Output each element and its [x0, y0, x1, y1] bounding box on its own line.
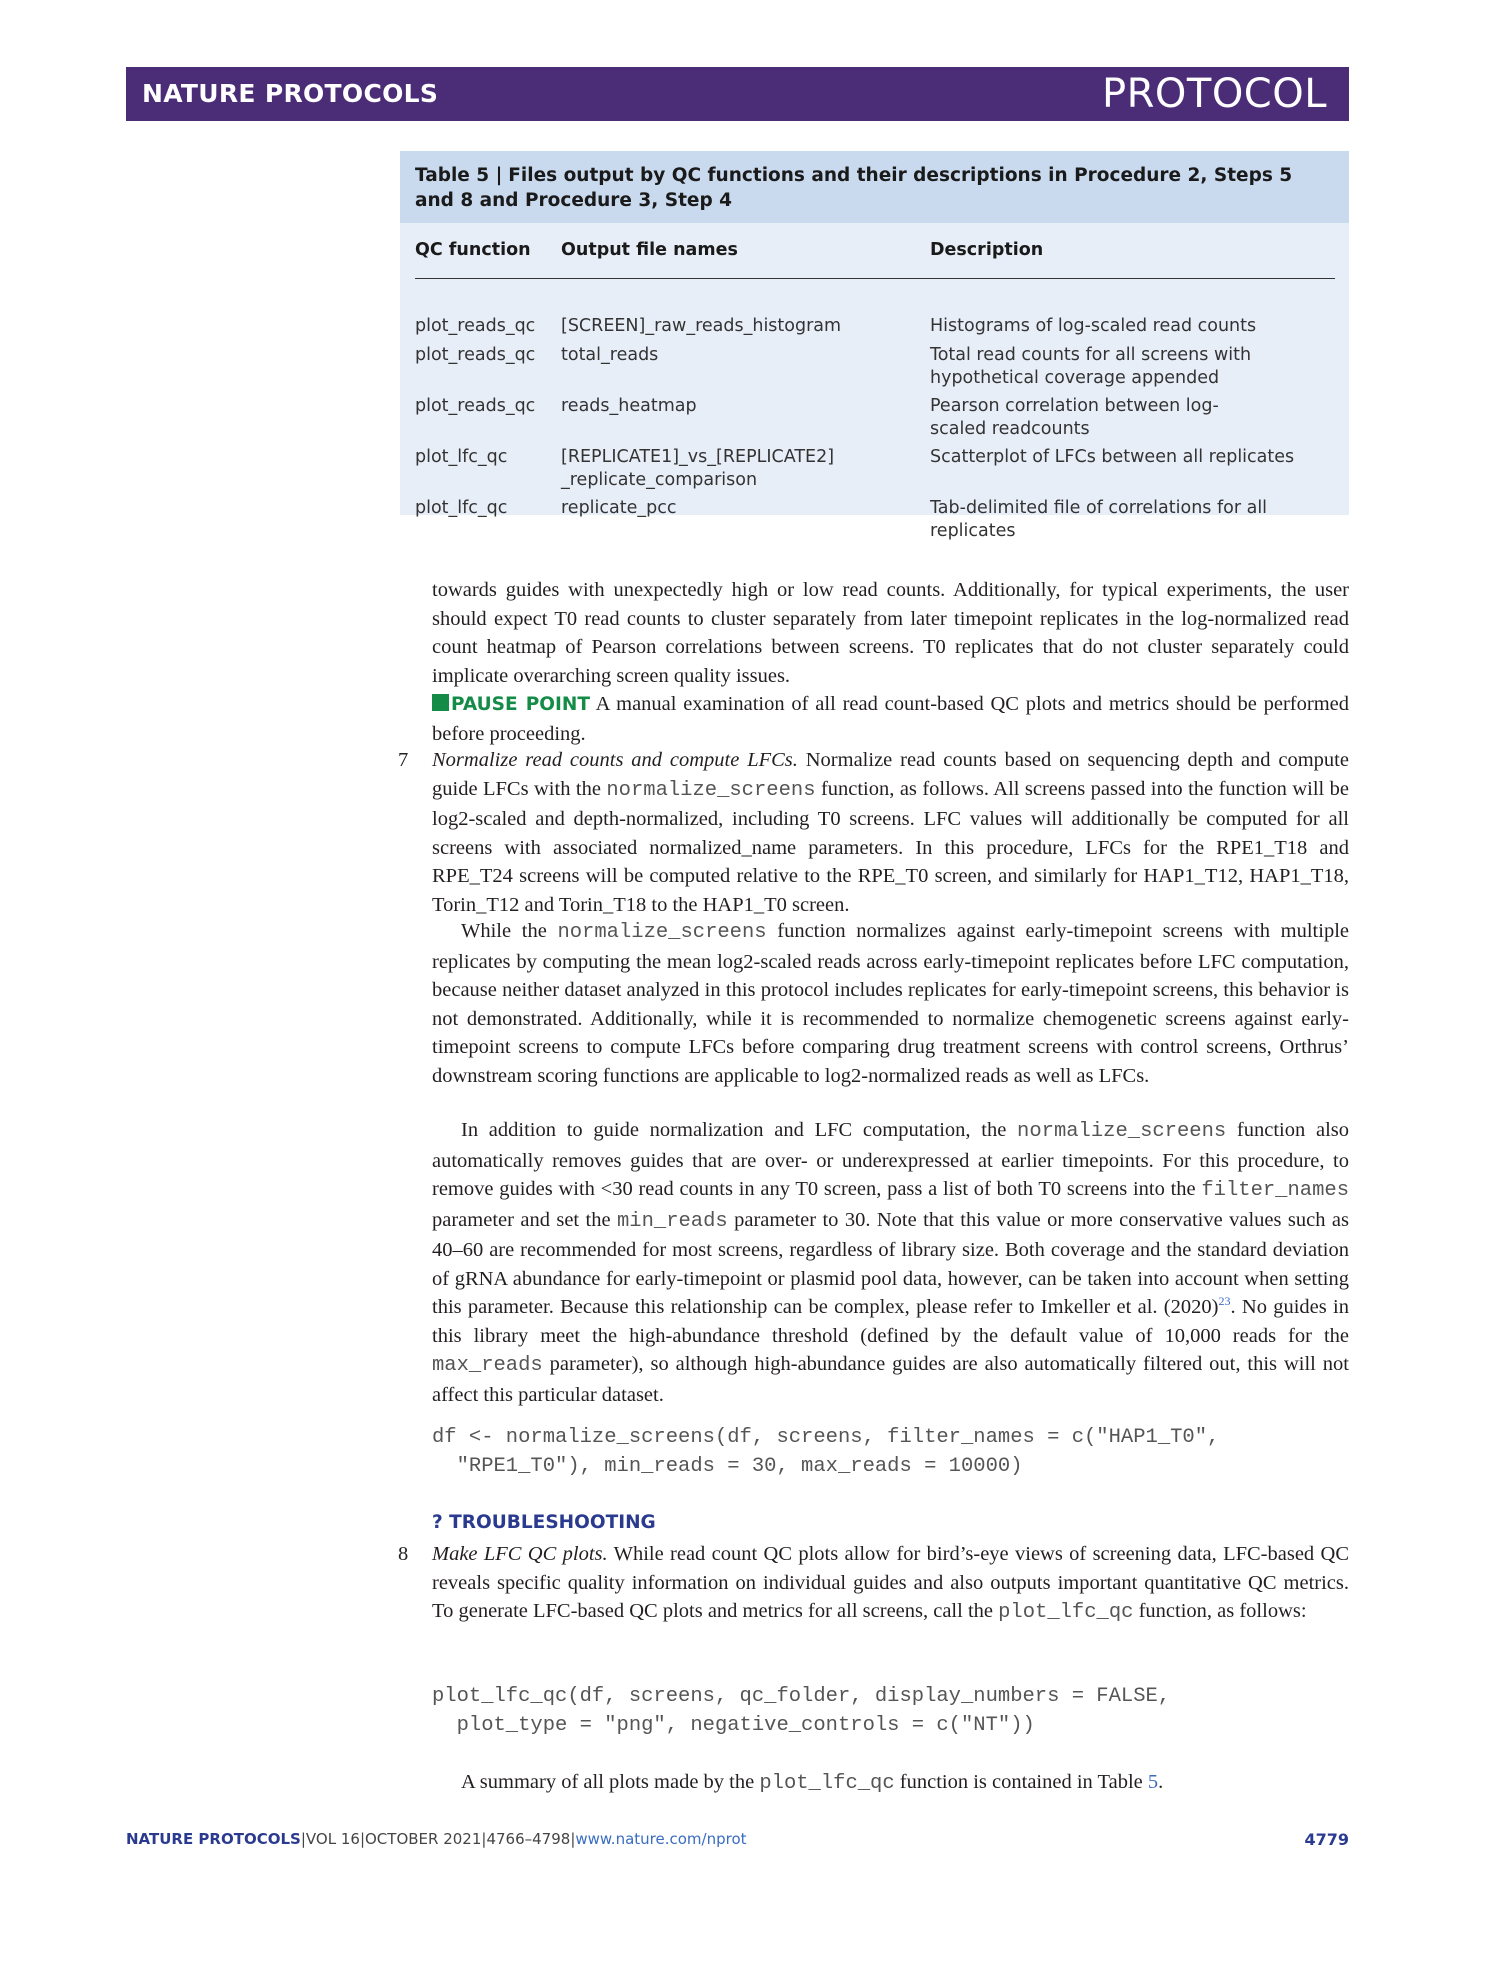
cell-output-file: replicate_pcc — [561, 498, 677, 518]
cell-output-file: reads_heatmap — [561, 396, 697, 416]
footer-separator: | — [359, 1830, 365, 1848]
step-7-text-continued: function, as follows. All screens passed into the function will be log2-scaled and depth-normalized, including T0 screens. LFC values will additionally be computed for all screens with associated normalized_name parameters. In this procedure, LFCs for the RPE1_T18 and RPE_T24 screens will be computed relative to the RPE_T0 screen, and similarly for HAP1_T12, HAP1_T18, Torin_T12 and Torin_T18 to the HAP1_T0 screen. — [432, 777, 1349, 916]
page-footer — [126, 1830, 1349, 1848]
paragraph-text: A summary of all plots made by the — [461, 1771, 760, 1793]
cell-description: Tab-delimited file of correlations for all replicates — [930, 498, 1268, 541]
code-line: "RPE1_T0"), min_reads = 30, max_reads = 10000) — [432, 1454, 1023, 1478]
step-7 — [432, 746, 1349, 919]
paragraph-text: While the — [461, 920, 558, 942]
cell-qc-function: plot_reads_qc — [415, 316, 536, 336]
reference-23[interactable]: 23 — [1218, 1294, 1231, 1309]
paragraph-text-continued: function normalizes against early-timepoint screens with multiple replicates by computing the mean log2-scaled reads across early-timepoint replicates before LFC computation, because neither dataset analyzed in this protocol includes replicates for early-timepoint screens, this behavior is not demonstrated. Additionally, while it is recommended to normalize chemogenetic screens against early-timepoint screens to compute LFCs before comparing drug treatment screens with control screens, Orthrus’ downstream scoring functions are applicable to log2-normalized reads as well as LFCs. — [432, 920, 1349, 1087]
code-normalize-screens: normalize_screens — [606, 778, 816, 802]
paragraph-text: towards guides with unexpectedly high or low read counts. Additionally, for typical experiments, the user should expect T0 read counts to cluster separately from later timepoint replicates in the log-normalized read count heatmap of Pearson correlations between screens. T0 replicates that do not cluster separately could implicate overarching screen quality issues. — [432, 579, 1349, 687]
paragraph-text-d: parameter to 30. Note that this value or more conservative values such as 40–60 are recommended for most screens, regardless of library size. Both coverage and the standard deviation of gRNA abundance for early-timepoint or plasmid pool data, however, can be taken into account when setting this parameter. Because this relationship can be complex, please refer to Imkeller et al. (2020) — [432, 1208, 1349, 1318]
step-number-7: 7 — [398, 749, 409, 771]
paragraph-text: In addition to guide normalization and LFC computation, the — [461, 1119, 1018, 1141]
code-plot-lfc-qc: plot_lfc_qc — [998, 1601, 1134, 1624]
page-number: 4779 — [1304, 1830, 1349, 1849]
code-line: plot_type = "png", negative_controls = c("NT")) — [432, 1713, 1035, 1737]
paragraph-text-c: . — [1158, 1771, 1164, 1793]
step-7-text: Normalize read counts based on sequencing depth and compute guide LFCs with the — [432, 749, 1349, 800]
step-8-text-continued: function, as follows: — [1133, 1600, 1307, 1622]
cell-description: Scatterplot of LFCs between all replicates — [930, 447, 1295, 467]
paragraph-continuation — [432, 576, 1349, 748]
table-label: Table 5 | — [415, 165, 503, 186]
column-header-qc-function: QC function — [415, 240, 531, 260]
paragraph-normalization — [432, 917, 1349, 1090]
paragraph-text-c: parameter and set the — [432, 1208, 617, 1231]
troubleshooting-link[interactable]: ? TROUBLESHOOTING — [432, 1512, 656, 1533]
table-caption — [400, 151, 1349, 223]
code-normalize-screens: normalize_screens — [557, 921, 767, 944]
code-line: plot_lfc_qc(df, screens, qc_folder, display_numbers = FALSE, — [432, 1685, 1171, 1708]
footer-separator: | — [300, 1830, 306, 1848]
cell-qc-function: plot_reads_qc — [415, 396, 536, 416]
cell-description: Total read counts for all screens with hypothetical coverage appended — [930, 345, 1252, 388]
cell-qc-function: plot_reads_qc — [415, 345, 536, 365]
pause-point-label: PAUSE POINT — [451, 694, 590, 715]
code-filter-names: filter_names — [1201, 1179, 1349, 1202]
footer-separator: | — [481, 1830, 487, 1848]
code-normalize-screens: normalize_screens — [1017, 1120, 1227, 1143]
table-caption-text: Files output by QC functions and their descriptions in Procedure 2, Steps 5 and 8 and Procedure 3, Step 4 — [415, 165, 1293, 211]
code-block-normalize — [432, 1424, 1219, 1481]
cell-output-file: [SCREEN]_raw_reads_histogram — [561, 316, 842, 336]
cell-output-file: total_reads — [561, 345, 659, 365]
paragraph-summary — [432, 1768, 1349, 1799]
paragraph-text-e: . No guides in this library meet the high-abundance threshold (defined by the default value of 10,000 reads for the — [432, 1296, 1349, 1347]
code-min-reads: min_reads — [617, 1209, 728, 1233]
step-number-8: 8 — [398, 1543, 409, 1565]
paragraph-text-b: function is contained in Table — [894, 1771, 1148, 1793]
cell-qc-function: plot_lfc_qc — [415, 498, 508, 518]
cell-output-file: [REPLICATE1]_vs_[REPLICATE2] — [561, 447, 835, 467]
step-8 — [432, 1540, 1349, 1628]
table-5 — [400, 223, 1349, 541]
paragraph-text-b: function also automatically removes guides that are over- or underexpressed at earlier timepoints. For this procedure, to remove guides with <30 read counts in any T0 screen, pass a list of both T0 screens into the — [432, 1119, 1349, 1200]
step-8-title: Make LFC QC plots. — [432, 1543, 608, 1565]
paragraph-filtering — [432, 1116, 1349, 1409]
article-type: PROTOCOL — [1101, 71, 1327, 117]
footer-separator: | — [570, 1830, 576, 1848]
journal-header-bar — [126, 67, 1349, 121]
cell-description: Histograms of log-scaled read counts — [930, 316, 1257, 336]
cell-output-file-continued: _replicate_comparison — [561, 470, 758, 490]
table-header-rule — [415, 278, 1335, 279]
column-header-output-file-names: Output file names — [561, 240, 738, 260]
code-plot-lfc-qc: plot_lfc_qc — [759, 1772, 895, 1795]
table-5-link[interactable]: 5 — [1147, 1771, 1159, 1793]
cell-qc-function: plot_lfc_qc — [415, 447, 508, 467]
code-line: df <- normalize_screens(df, screens, filter_names = c("HAP1_T0", — [432, 1426, 1220, 1449]
footer-volume: VOL 16 — [305, 1830, 360, 1848]
pause-point-icon — [432, 694, 449, 711]
code-block-plot-lfc — [432, 1683, 1170, 1740]
footer-pages: 4766–4798 — [486, 1830, 571, 1848]
footer-date: OCTOBER 2021 — [365, 1830, 482, 1848]
step-8-text: While read count QC plots allow for bird’s-eye views of screening data, LFC-based QC reveals specific quality information on individual guides and also outputs important quantitative QC metrics. To generate LFC-based QC plots and metrics for all screens, call the — [432, 1543, 1349, 1622]
footer-journal: NATURE PROTOCOLS — [126, 1830, 301, 1848]
cell-description: Pearson correlation between log-scaled readcounts — [930, 396, 1219, 439]
paragraph-text-f: parameter), so although high-abundance guides are also automatically filtered out, this will not affect this particular dataset. — [432, 1353, 1349, 1406]
code-max-reads: max_reads — [432, 1354, 543, 1377]
footer-url-link[interactable]: www.nature.com/nprot — [575, 1830, 747, 1848]
journal-name: NATURE PROTOCOLS — [142, 79, 439, 108]
pause-point-text: A manual examination of all read count-based QC plots and metrics should be performed before proceeding. — [432, 693, 1349, 745]
step-7-title: Normalize read counts and compute LFCs. — [432, 749, 798, 771]
column-header-description: Description — [930, 240, 1044, 260]
